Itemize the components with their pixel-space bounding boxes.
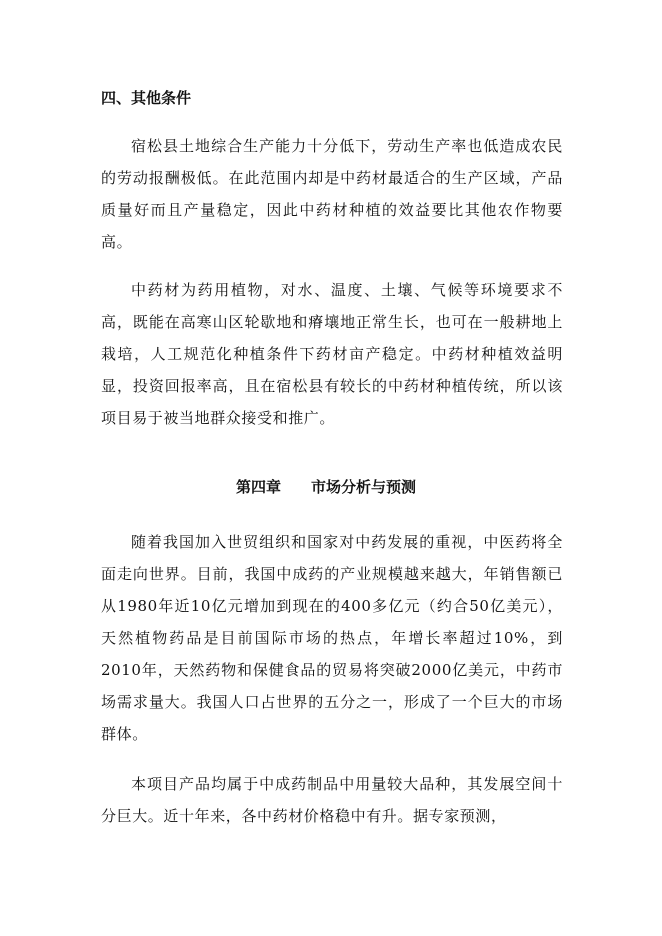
paragraph-product-outlook: 本项目产品均属于中成药制品中用量较大品种，其发展空间十分巨大。近十年来，各中药材价格稳中有升。据专家预测， [101, 775, 563, 825]
section-heading: 四、其他条件 [101, 89, 192, 107]
paragraph-planting-conditions: 中药材为药用植物，对水、温度、土壤、气候等环境要求不高，既能在高寒山区轮歇地和瘠壤地正常生长，也可在一般耕地上栽培，人工规范化种植条件下药材亩产稳定。中药材种植效益明显，投资回报率高，且在宿松县有较长的中药材种植传统，所以该项目易于被当地群众接受和推广。 [101, 281, 563, 427]
chapter-number: 第四章 [236, 478, 282, 496]
paragraph-land-capacity: 宿松县土地综合生产能力十分低下，劳动生产率也低造成农民的劳动报酬极低。在此范围内却是中药材最适合的生产区域，产品质量好而且产量稳定，因此中药材种植的效益要比其他农作物要高。 [101, 137, 563, 251]
chapter-heading [236, 477, 416, 497]
paragraph-market-overview: 随着我国加入世贸组织和国家对中药发展的重视，中医药将全面走向世界。目前，我国中成药的产业规模越来越大，年销售额已从1980年近10亿元增加到现在的400多亿元（约合50亿美元），天然植物药品是目前国际市场的热点，年增长率超过10%，到2010年，天然药物和保健食品的贸易将突破2000亿美元，中药市场需求量大。我国人口占世界的五分之一，形成了一个巨大的市场群体。 [101, 533, 563, 743]
chapter-title: 市场分析与预测 [311, 478, 417, 496]
